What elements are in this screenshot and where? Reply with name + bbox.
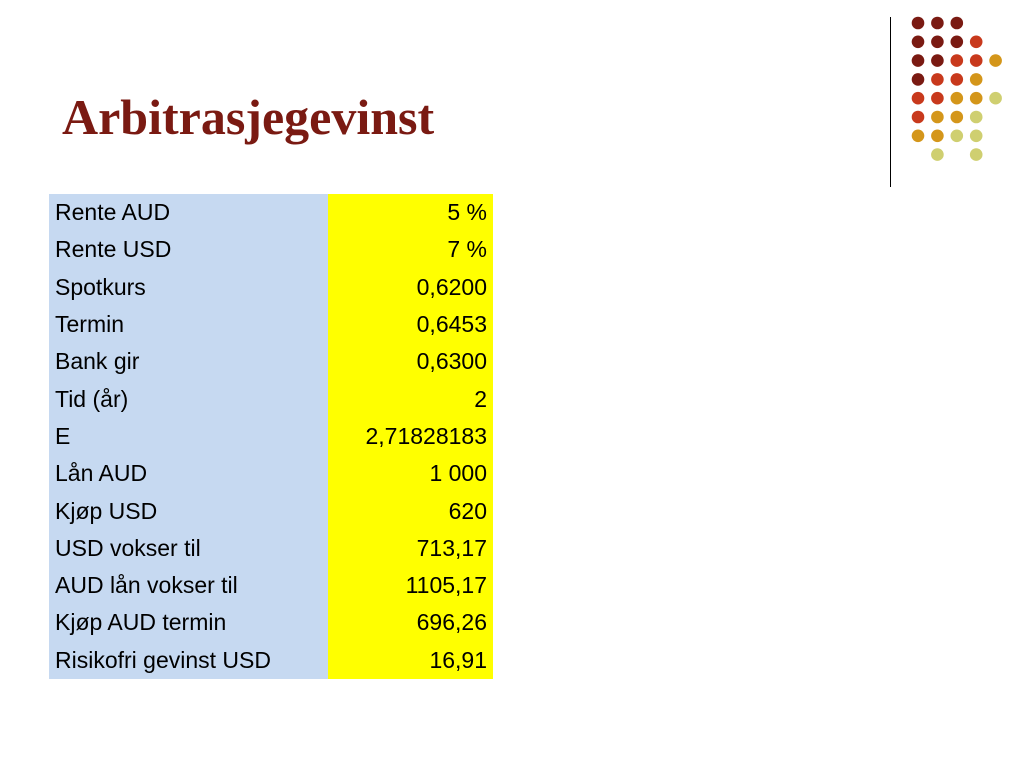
row-label: Rente USD xyxy=(49,231,328,268)
table-row xyxy=(49,343,493,380)
row-label: Lån AUD xyxy=(49,455,328,492)
divider-line xyxy=(890,17,891,187)
decorative-dot xyxy=(931,73,944,86)
row-label: AUD lån vokser til xyxy=(49,567,328,604)
row-value: 2 xyxy=(328,380,493,417)
table-row xyxy=(49,492,493,529)
row-label: Kjøp USD xyxy=(49,492,328,529)
decorative-dot xyxy=(912,111,925,124)
decorative-dot xyxy=(951,92,964,105)
decorative-dot xyxy=(912,130,925,143)
decorative-dot xyxy=(970,54,983,67)
row-label: Bank gir xyxy=(49,343,328,380)
row-value: 0,6300 xyxy=(328,343,493,380)
decorative-dot xyxy=(912,54,925,67)
decorative-dot xyxy=(931,54,944,67)
decorative-dot xyxy=(931,148,944,161)
table-row xyxy=(49,418,493,455)
row-value: 2,71828183 xyxy=(328,418,493,455)
data-table xyxy=(49,194,493,679)
table-row xyxy=(49,269,493,306)
table-row xyxy=(49,604,493,641)
table-row xyxy=(49,194,493,231)
decorative-dot xyxy=(931,36,944,49)
decorative-dot xyxy=(951,54,964,67)
decorative-dot xyxy=(970,73,983,86)
row-label: Risikofri gevinst USD xyxy=(49,642,328,679)
row-value: 713,17 xyxy=(328,530,493,567)
decorative-dot xyxy=(989,92,1002,105)
slide-title: Arbitrasjegevinst xyxy=(62,89,435,145)
table-row xyxy=(49,306,493,343)
decorative-dot xyxy=(931,111,944,124)
decorative-dot xyxy=(951,17,964,30)
row-value: 16,91 xyxy=(328,642,493,679)
row-label: Spotkurs xyxy=(49,269,328,306)
row-value: 7 % xyxy=(328,231,493,268)
decorative-dot xyxy=(970,36,983,49)
decorative-dot xyxy=(951,73,964,86)
row-value: 1105,17 xyxy=(328,567,493,604)
decorative-dot xyxy=(931,130,944,143)
decorative-dot xyxy=(951,130,964,143)
decorative-dot xyxy=(931,92,944,105)
row-value: 5 % xyxy=(328,194,493,231)
table-row xyxy=(49,231,493,268)
decorative-dot xyxy=(912,73,925,86)
table-row xyxy=(49,530,493,567)
row-value: 1 000 xyxy=(328,455,493,492)
decorative-dot xyxy=(970,148,983,161)
decorative-dot xyxy=(970,130,983,143)
table-row xyxy=(49,642,493,679)
table-row xyxy=(49,567,493,604)
row-label: E xyxy=(49,418,328,455)
table-row xyxy=(49,455,493,492)
row-label: USD vokser til xyxy=(49,530,328,567)
table-row xyxy=(49,380,493,417)
row-value: 696,26 xyxy=(328,604,493,641)
decorative-dot xyxy=(951,36,964,49)
decorative-dot xyxy=(970,92,983,105)
row-label: Tid (år) xyxy=(49,380,328,417)
decorative-dot xyxy=(951,111,964,124)
row-value: 0,6200 xyxy=(328,269,493,306)
row-value: 620 xyxy=(328,492,493,529)
decorative-dot xyxy=(912,36,925,49)
row-label: Rente AUD xyxy=(49,194,328,231)
decorative-dot xyxy=(931,17,944,30)
row-value: 0,6453 xyxy=(328,306,493,343)
decorative-dot xyxy=(970,111,983,124)
decorative-dot xyxy=(912,17,925,30)
decorative-dot xyxy=(912,92,925,105)
decorative-dot xyxy=(989,54,1002,67)
row-label: Kjøp AUD termin xyxy=(49,604,328,641)
row-label: Termin xyxy=(49,306,328,343)
